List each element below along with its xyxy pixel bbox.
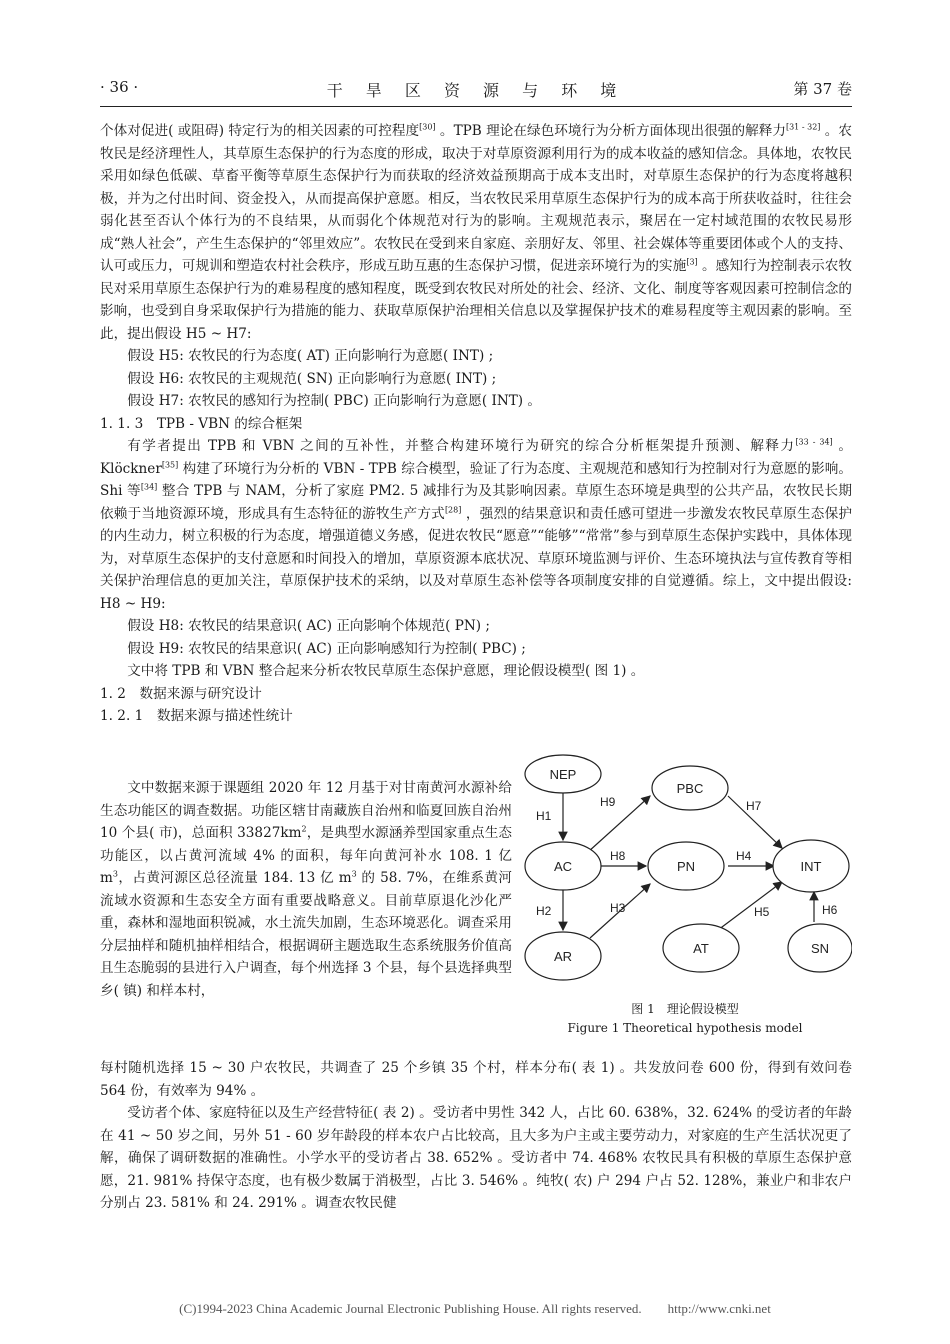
text-run: ，强烈的结果意识和责任感可望进一步激发农牧民草原生态保护的内生动力，树立积极的行为态度，增强道德义务感，促进农牧民“愿意”“能够”“常常”参与到草原生态保护实践中，具体体现为，对草原生态保护的支付意愿和时间投入的增加，草原资源本底状况、草原环境监测与评价、生态环境执法与宣传教育等相关保护治理信息的更加关注，草原保护技术的采纳，以及对草原生态补偿等各项制度安排的自觉遵循。综上，文中提出假设: H8 ~ H9: [100, 505, 852, 612]
text-run: 的 58. 7%，在维系黄河流域水资源和生态安全方面有重要战略意义。目前草原退化沙化严重，森林和湿地面积锐减，水土流失加剧，生态环境恶化。调查采用分层抽样和随机抽样相结合，根据调研主题选取生态系统服务价值高且生态脆弱的县进行入户调查，每个州选择 3 个县，每个县选择典型乡( 镇) 和样本村， [100, 870, 512, 999]
text-run: 。Klöckner [100, 438, 853, 477]
text-run: 。农牧民是经济理性人，其草原生态保护的行为态度的形成，取决于对草原资源利用行为的成本收益的感知信念。具体地，农牧民采用如绿色低碳、草畜平衡等草原生态保护行为而获取的经济效益预期高于成本支出时，对草原生态保护的行为态度将越积极，并为之付出时间、资金投入，从而提高保护意愿。相反，当农牧民采用草原生态保护行为的成本高于所获收益时，往往会弱化甚至否认个体行为的不良结果，从而弱化个体规范对行为的影响。主观规范表示，聚居在一定村域范围的农牧民易形成“熟人社会”，产生生态保护的“邻里效应”。农牧民在受到来自家庭、亲朋好友、邻里、社会媒体等重要团体或个人的支持、认可或压力，可规训和塑造农村社会秩序，形成互助互惠的生态保护习惯，促进亲环境行为的实施 [100, 123, 853, 274]
paragraph-model-intro: 文中将 TPB 和 VBN 整合起来分析农牧民草原生态保护意愿，理论假设模型( 图 1) 。 [127, 663, 645, 679]
page-number: · 36 · [100, 78, 139, 96]
paragraph-tpb [100, 120, 852, 345]
text-run: 有学者提出 TPB 和 VBN 之间的互补性，并整合构建环境行为研究的综合分析框架提升预测、解释力 [127, 438, 796, 454]
left-column-text [100, 777, 512, 1002]
edge-label-h2: H2 [536, 904, 552, 918]
citation: [30] [419, 122, 436, 132]
citation: [3] [686, 257, 698, 267]
hypothesis-h7: 假设 H7: 农牧民的感知行为控制( PBC) 正向影响行为意愿( INT) 。 [127, 393, 541, 409]
edge-label-h9: H9 [600, 795, 616, 809]
section-heading-113: 1. 1. 3 TPB - VBN 的综合框架 [100, 415, 303, 432]
node-label-pbc: PBC [676, 781, 704, 796]
edge-label-h5: H5 [754, 905, 770, 919]
main-text-upper [100, 120, 852, 728]
node-label-pn: PN [676, 859, 696, 874]
superscript: 3 [112, 869, 118, 879]
text-run: 构建了环境行为分析的 VBN - TPB 综合模型，验证了行为态度、主观规范和感知行为控制对行为意愿的影响。Shi 等 [100, 460, 852, 499]
edge-label-h8: H8 [610, 849, 626, 863]
copyright-footer: (C)1994-2023 China Academic Journal Electronic Publishing House. All rights reserved. http://www.cnki.net [179, 1301, 771, 1316]
text-run: 文中数据来源于课题组 2020 年 12 月基于对甘南黄河水源补给生态功能区的调查数据。功能区辖甘南藏族自治州和临夏回族自治州 10 个县( 市)，总面积 33827km [100, 780, 512, 841]
main-text-lower [100, 1057, 852, 1215]
node-label-ac: AC [553, 859, 573, 874]
edge-h9 [588, 796, 650, 852]
citation: [31 - 32] [785, 122, 821, 132]
section-heading-121: 1. 2. 1 数据来源与描述性统计 [100, 708, 293, 724]
paragraph-sampling-end: 每村随机选择 15 ~ 30 户农牧民，共调查了 25 个乡镇 35 个村，样本分布( 表 1) 。共发放问卷 600 份，得到有效问卷 564 份，有效率为 94% 。 [100, 1060, 852, 1099]
paragraph-tpb-vbn [100, 435, 852, 615]
edge-label-h6: H6 [822, 903, 838, 917]
text-run: 整合 TPB 与 NAM，分析了家庭 PM2. 5 减排行为及其影响因素。草原生态环境是典型的公共产品，农牧民长期依赖于当地资源环境，形成具有生态特征的游牧生产方式 [100, 483, 852, 522]
text-run: 个体对促进( 或阻碍) 特定行为的相关因素的可控程度 [100, 123, 420, 139]
header-rule [100, 106, 852, 107]
hypothesis-h8: 假设 H8: 农牧民的结果意识( AC) 正向影响个体规范( PN) ; [127, 618, 490, 634]
text-run: ，是典型水源涵养型国家重点生态功能区，以占黄河流域 4% 的面积，每年向黄河补水 108. 1 亿 m [100, 825, 512, 886]
node-label-ar: AR [553, 949, 573, 964]
journal-title: 干 旱 区 资 源 与 环 境 [326, 81, 626, 100]
section-heading-12: 1. 2 数据来源与研究设计 [100, 685, 262, 702]
figure-caption-cn: 图 1 理论假设模型 [631, 1002, 739, 1016]
citation: [35] [161, 459, 179, 469]
text-run: ，占黄河源区总径流量 184. 13 亿 m [117, 870, 352, 886]
node-label-sn: SN [810, 941, 830, 956]
citation: [33 - 34] [795, 437, 833, 447]
citation: [28] [444, 504, 462, 514]
edge-label-h7: H7 [746, 799, 762, 813]
node-label-at: AT [693, 941, 709, 956]
figure-caption [518, 1000, 852, 1038]
text-run: 。感知行为控制表示农牧民对采用草原生态保护行为的难易程度的感知程度，既受到农牧民对所处的社会、经济、文化、制度等客观因素可控制信念的影响，也受到自身采取保护行为措施的能力、获取草原保护治理相关信息以及掌握保护技术的难易程度等主观因素的影响。至此，提出假设 H5 ~ H7: [100, 258, 853, 342]
page-header [100, 78, 852, 102]
superscript: 2 [301, 824, 307, 834]
theoretical-model-diagram [518, 752, 852, 1002]
hypothesis-h5: 假设 H5: 农牧民的行为态度( AT) 正向影响行为意愿( INT) ; [127, 348, 494, 364]
edge-label-h1: H1 [536, 809, 552, 823]
citation: [34] [140, 482, 158, 492]
text-run: 。TPB 理论在绿色环境行为分析方面体现出很强的解释力 [435, 123, 786, 139]
hypothesis-h6: 假设 H6: 农牧民的主观规范( SN) 正向影响行为意愿( INT) ; [127, 370, 497, 387]
paragraph-respondents: 受访者个体、家庭特征以及生产经营特征( 表 2) 。受访者中男性 342 人，占比 60. 638%，32. 624% 的受访者的年龄在 41 ~ 50 岁之间，另外 51 - 60 岁年龄段的样本农户占比较高，且大多为户主或主要劳动力，对家庭的生产生活状况更了解，确保了调研数据的准确性。小学水平的受访者占 38. 652% 。受访者中 74. 468% 农牧民具有积极的草原生态保护意愿，21. 981% 持保守态度，也有极少数属于消极型，占比 3. 546% 。纯牧( 农) 户 294 户占 52. 128%，兼业户和非农户分别占 23. 581% 和 24. 291% 。调查农牧民健 [100, 1105, 852, 1211]
figure-caption-en: Figure 1 Theoretical hypothesis model [567, 1021, 803, 1035]
hypothesis-h9: 假设 H9: 农牧民的结果意识( AC) 正向影响感知行为控制( PBC) ; [127, 640, 526, 657]
edge-label-h4: H4 [736, 849, 752, 863]
node-label-nep: NEP [549, 767, 577, 782]
edge-label-h3: H3 [610, 901, 626, 915]
edge-h5 [718, 882, 782, 930]
volume-label: 第 37 卷 [793, 80, 852, 98]
paragraph-data-source [100, 777, 512, 1002]
superscript: 3 [351, 869, 357, 879]
node-label-int: INT [800, 859, 822, 874]
